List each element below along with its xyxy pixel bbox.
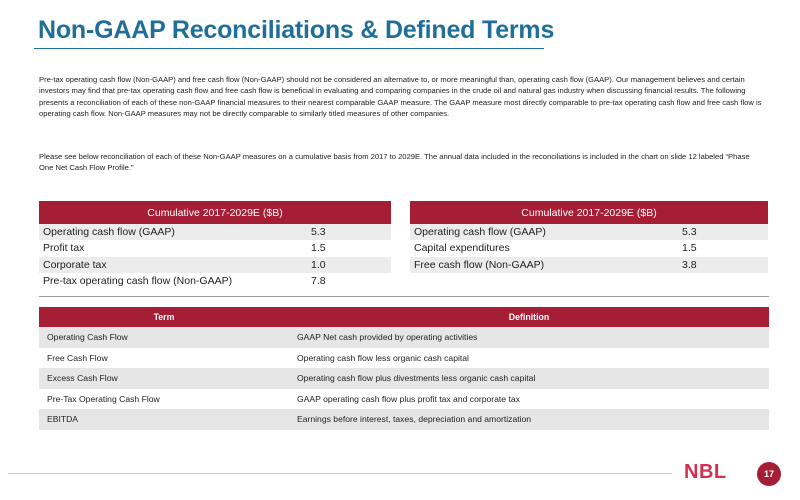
row-label: Capital expenditures <box>410 240 672 257</box>
table-row <box>39 257 391 274</box>
free-cash-flow-reconciliation-table <box>410 201 768 274</box>
table-row <box>410 257 768 274</box>
table-header: Cumulative 2017-2029E ($B) <box>39 201 391 224</box>
page-title: Non-GAAP Reconciliations & Defined Terms <box>38 16 555 44</box>
term-column-header: Term <box>39 307 289 327</box>
table-row <box>39 409 769 430</box>
table-row <box>39 273 391 290</box>
row-value: 5.3 <box>672 224 768 240</box>
row-value: 7.8 <box>301 273 391 290</box>
row-value: 1.5 <box>672 240 768 257</box>
company-logo: NBL <box>684 461 727 483</box>
table-row <box>39 348 769 369</box>
page-number-badge: 17 <box>757 462 781 486</box>
definition-cell: GAAP operating cash flow plus profit tax and corporate tax <box>289 389 769 410</box>
footer-line <box>8 473 672 474</box>
intro-paragraph: Pre-tax operating cash flow (Non-GAAP) and free cash flow (Non-GAAP) should not be considered an alternative to, or more meaningful than, operating cash flow (GAAP). Our management believes and certain investors may find that pre-tax operating cash flow and free cash flow is beneficial in evaluating and comparing companies in the crude oil and natural gas industry when discussing financial results. The following presents a reconciliation of each of these non-GAAP financial measures to their nearest comparable GAAP measure. The GAAP measure most directly comparable to pre-tax operating cash flow and free cash flow is operating cash flow. Non-GAAP measures may not be directly comparable to similarly titled measures of other companies. <box>39 75 762 118</box>
table-row <box>410 240 768 257</box>
term-cell: Free Cash Flow <box>39 348 289 369</box>
reconciliation-note: Please see below reconciliation of each of these Non-GAAP measures on a cumulative basis from 2017 to 2029E. The annual data included in the reconciliations is included in the chart on slide 12 labeled “Phase One Net Cash Flow Profile.” <box>39 152 750 173</box>
table-row <box>410 224 768 240</box>
definition-cell: GAAP Net cash provided by operating activities <box>289 327 769 348</box>
definition-cell: Operating cash flow less organic cash capital <box>289 348 769 369</box>
table-row <box>39 368 769 389</box>
title-underline <box>34 48 544 49</box>
term-cell: Pre-Tax Operating Cash Flow <box>39 389 289 410</box>
definition-cell: Operating cash flow plus divestments less organic cash capital <box>289 368 769 389</box>
pretax-ocf-reconciliation-table <box>39 201 391 290</box>
row-label: Operating cash flow (GAAP) <box>39 224 301 240</box>
row-label: Free cash flow (Non-GAAP) <box>410 257 672 274</box>
row-label: Operating cash flow (GAAP) <box>410 224 672 240</box>
term-cell: EBITDA <box>39 409 289 430</box>
table-row <box>39 327 769 348</box>
row-value: 1.0 <box>301 257 391 274</box>
section-divider <box>39 296 769 297</box>
term-cell: Operating Cash Flow <box>39 327 289 348</box>
row-label: Profit tax <box>39 240 301 257</box>
term-cell: Excess Cash Flow <box>39 368 289 389</box>
row-value: 1.5 <box>301 240 391 257</box>
table-row <box>39 224 391 240</box>
table-row <box>39 389 769 410</box>
row-label: Pre-tax operating cash flow (Non-GAAP) <box>39 273 301 290</box>
definition-column-header: Definition <box>289 307 769 327</box>
definition-cell: Earnings before interest, taxes, depreciation and amortization <box>289 409 769 430</box>
table-row <box>39 240 391 257</box>
row-value: 3.8 <box>672 257 768 274</box>
table-header: Cumulative 2017-2029E ($B) <box>410 201 768 224</box>
row-value: 5.3 <box>301 224 391 240</box>
row-label: Corporate tax <box>39 257 301 274</box>
defined-terms-table <box>39 307 769 430</box>
